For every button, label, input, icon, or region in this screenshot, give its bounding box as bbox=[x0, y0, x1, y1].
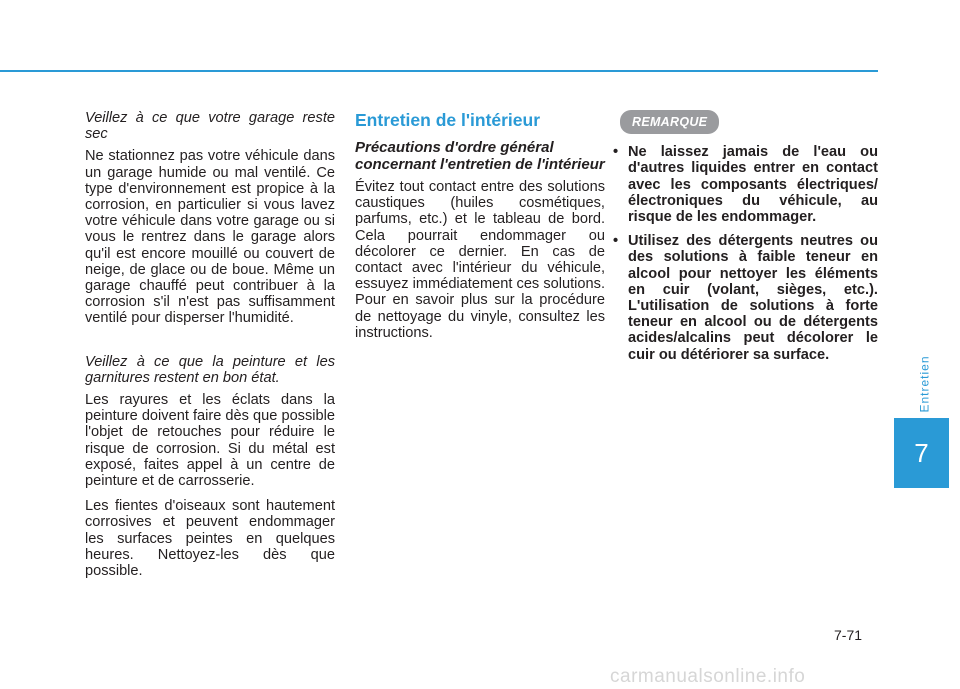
column-middle bbox=[355, 110, 605, 350]
remarque-badge: REMARQUE bbox=[620, 110, 719, 134]
chapter-side-label: Entretien bbox=[917, 355, 932, 413]
subsection-title: Précautions d'ordre général concernant l'entretien de l'intérieur bbox=[355, 139, 605, 173]
paragraph-paint: Les rayures et les éclats dans la peinture doivent faire dès que possible l'objet de retouches pour réduire le risque de corrosion. Si du métal est exposé, faites appel à un centre de peinture et de carrosserie. bbox=[85, 392, 335, 490]
list-item: • Ne laissez jamais de l'eau ou d'autres liquides entrer en contact avec les composants électriques/électroniques du véhicule, au risque de les endommager. bbox=[613, 144, 878, 226]
watermark: carmanualsonline.info bbox=[610, 666, 806, 687]
header-rule bbox=[0, 70, 878, 72]
bullet-icon: • bbox=[613, 144, 619, 161]
note-list bbox=[610, 144, 878, 363]
bullet-icon: • bbox=[613, 233, 619, 250]
heading-paint-condition: Veillez à ce que la peinture et les garnitures restent en bon état. bbox=[85, 353, 335, 386]
page-number: 7-71 bbox=[834, 627, 863, 643]
section-title: Entretien de l'intérieur bbox=[355, 110, 541, 130]
chapter-tab: 7 bbox=[894, 418, 949, 488]
column-right bbox=[610, 110, 878, 371]
heading-garage-dry: Veillez à ce que votre garage reste sec bbox=[85, 110, 335, 143]
paragraph-garage: Ne stationnez pas votre véhicule dans un garage humide ou mal ventilé. Ce type d'environnement est propice à la corrosion, en particulier si vous lavez votre véhicule dans votre garage ou si vous le rentrez dans le garage alors qu'il est encore mouillé ou couvert de neige, de glace ou de boue. Même un garage chauffé peut contribuer à la corrosion s'il n'est pas suffisamment ventilé pour disperser l'humidité. bbox=[85, 148, 335, 327]
column-left bbox=[85, 110, 335, 588]
paragraph-interior: Évitez tout contact entre des solutions caustiques (huiles cosmétiques, parfums, etc.) et le tableau de bord. Cela pourrait endommager ou décolorer ce dernier. En cas de contact avec l'intérieur du véhicule, essuyez immédiatement ces solutions. Pour en savoir plus sur la procédure de nettoyage du vinyle, consultez les instructions. bbox=[355, 179, 605, 341]
paragraph-bird-droppings: Les fientes d'oiseaux sont hautement corrosives et peuvent endommager les surfaces peintes en quelques heures. Nettoyez-les dès que possible. bbox=[85, 498, 335, 580]
list-item: • Utilisez des détergents neutres ou des solutions à faible teneur en alcool pour nettoyer les éléments en cuir (volant, sièges, etc.). L'utilisation de solutions à forte teneur en alcool ou de détergents acides/alcalins peut décolorer le cuir ou détériorer sa surface. bbox=[613, 233, 878, 363]
